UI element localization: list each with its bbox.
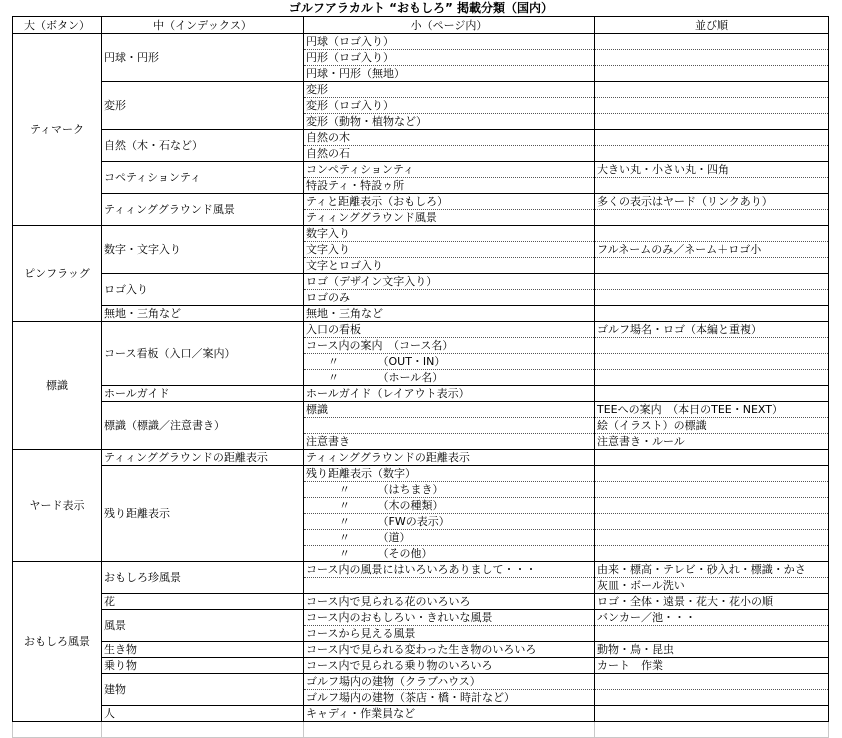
page-item-cell[interactable]: 円球（ロゴ入り） <box>304 34 595 50</box>
order-cell[interactable] <box>595 226 829 242</box>
page-item-cell[interactable]: コース内で見られる花のいろいろ <box>304 594 595 610</box>
index-cell[interactable]: ティィンググラウンドの距離表示 <box>102 450 304 466</box>
table-row <box>13 594 829 610</box>
page-item-cell[interactable]: 〃 （その他） <box>304 546 595 562</box>
table-body <box>13 34 829 738</box>
index-cell[interactable]: 円球・円形 <box>102 34 304 82</box>
page-item-cell[interactable] <box>304 418 595 434</box>
index-cell[interactable]: 残り距離表示 <box>102 466 304 562</box>
page-item-cell[interactable]: 〃 （OUT・IN） <box>304 354 595 370</box>
index-cell[interactable]: ロゴ入り <box>102 274 304 306</box>
order-cell[interactable] <box>595 386 829 402</box>
order-cell[interactable] <box>595 354 829 370</box>
page-item-cell[interactable]: 自然の石 <box>304 146 595 162</box>
empty-cell[interactable] <box>304 722 595 738</box>
page-item-cell[interactable]: 数字入り <box>304 226 595 242</box>
order-cell[interactable] <box>595 482 829 498</box>
order-cell[interactable] <box>595 674 829 690</box>
index-cell[interactable]: 建物 <box>102 674 304 706</box>
page-item-cell[interactable]: コース内で見られる変わった生き物のいろいろ <box>304 642 595 658</box>
table-row <box>13 162 829 178</box>
index-cell[interactable]: 無地・三角など <box>102 306 304 322</box>
index-cell[interactable]: 自然（木・石など） <box>102 130 304 162</box>
category-cell[interactable]: ティマーク <box>13 34 102 226</box>
page-item-cell[interactable]: ゴルフ場内の建物（クラブハウス） <box>304 674 595 690</box>
page-item-cell[interactable]: ティィンググラウンド風景 <box>304 210 595 226</box>
index-cell[interactable]: ホールガイド <box>102 386 304 402</box>
page-item-cell[interactable]: 入口の看板 <box>304 322 595 338</box>
table-row <box>13 706 829 722</box>
order-cell[interactable] <box>595 546 829 562</box>
order-cell[interactable] <box>595 498 829 514</box>
header-large[interactable]: 大（ボタン） <box>13 17 102 34</box>
page-item-cell[interactable]: 自然の木 <box>304 130 595 146</box>
order-cell[interactable] <box>595 706 829 722</box>
index-cell[interactable]: 乗り物 <box>102 658 304 674</box>
table-row <box>13 82 829 98</box>
page-item-cell[interactable]: 注意書き <box>304 434 595 450</box>
index-cell[interactable]: 変形 <box>102 82 304 130</box>
order-cell[interactable] <box>595 466 829 482</box>
page-item-cell[interactable]: コース内で見られる乗り物のいろいろ <box>304 658 595 674</box>
page-item-cell[interactable]: 〃 （FWの表示） <box>304 514 595 530</box>
order-cell[interactable] <box>595 146 829 162</box>
table-row <box>13 402 829 418</box>
order-cell[interactable] <box>595 290 829 306</box>
category-cell[interactable]: ピンフラッグ <box>13 226 102 322</box>
order-cell[interactable]: 動物・鳥・昆虫 <box>595 642 829 658</box>
table-row <box>13 466 829 482</box>
classification-table <box>12 16 829 738</box>
order-cell[interactable]: 灰皿・ボール洗い <box>595 578 829 594</box>
index-cell[interactable]: 生き物 <box>102 642 304 658</box>
page-item-cell[interactable]: 〃 （はちまき） <box>304 482 595 498</box>
table-row <box>13 658 829 674</box>
order-cell[interactable]: TEEへの案内 （本日のTEE・NEXT） <box>595 402 829 418</box>
header-row <box>13 17 829 34</box>
page-item-cell[interactable]: コース内の風景にはいろいろありまして・・・ <box>304 562 595 578</box>
table-row <box>13 130 829 146</box>
page-item-cell[interactable]: 円球・円形（無地） <box>304 66 595 82</box>
order-cell[interactable] <box>595 114 829 130</box>
order-cell[interactable]: 由来・標高・テレビ・砂入れ・標識・かさ <box>595 562 829 578</box>
index-cell[interactable]: 数字・文字入り <box>102 226 304 274</box>
page-item-cell[interactable]: 〃 （木の種類） <box>304 498 595 514</box>
order-cell[interactable]: 絵（イラスト）の標識 <box>595 418 829 434</box>
order-cell[interactable] <box>595 450 829 466</box>
page-item-cell[interactable]: 文字入り <box>304 242 595 258</box>
empty-cell[interactable] <box>102 722 304 738</box>
order-cell[interactable] <box>595 514 829 530</box>
sheet-title: ゴルフアラカルト “おもしろ” 掲載分類（国内） <box>288 1 554 15</box>
table-row <box>13 306 829 322</box>
table-row <box>13 674 829 690</box>
empty-row <box>13 722 829 738</box>
table-row <box>13 642 829 658</box>
page-item-cell[interactable]: 残り距離表示（数字） <box>304 466 595 482</box>
category-cell[interactable]: 標識 <box>13 322 102 450</box>
order-cell[interactable]: バンカー／池・・・ <box>595 610 829 626</box>
page-item-cell[interactable]: 変形 <box>304 82 595 98</box>
table-row <box>13 322 829 338</box>
order-cell[interactable] <box>595 50 829 66</box>
index-cell[interactable]: コペティションティ <box>102 162 304 194</box>
order-cell[interactable] <box>595 626 829 642</box>
order-cell[interactable] <box>595 338 829 354</box>
empty-cell[interactable] <box>595 722 829 738</box>
order-cell[interactable] <box>595 530 829 546</box>
page-item-cell[interactable] <box>304 578 595 594</box>
page-item-cell[interactable]: 〃 （ホール名） <box>304 370 595 386</box>
table-row <box>13 226 829 242</box>
order-cell[interactable] <box>595 34 829 50</box>
order-cell[interactable] <box>595 98 829 114</box>
empty-cell[interactable] <box>13 722 102 738</box>
order-cell[interactable] <box>595 178 829 194</box>
order-cell[interactable] <box>595 258 829 274</box>
header-order[interactable]: 並び順 <box>595 17 829 34</box>
page-item-cell[interactable]: コンペティションティ <box>304 162 595 178</box>
page-item-cell[interactable]: 文字とロゴ入り <box>304 258 595 274</box>
order-cell[interactable]: 注意書き・ルール <box>595 434 829 450</box>
header-small[interactable]: 小（ページ内） <box>304 17 595 34</box>
page-item-cell[interactable]: ロゴのみ <box>304 290 595 306</box>
order-cell[interactable] <box>595 690 829 706</box>
order-cell[interactable] <box>595 306 829 322</box>
index-cell[interactable]: コース看板（入口／案内） <box>102 322 304 386</box>
table-row <box>13 274 829 290</box>
category-cell[interactable]: おもしろ風景 <box>13 562 102 722</box>
order-cell[interactable] <box>595 66 829 82</box>
table-row <box>13 562 829 578</box>
index-cell[interactable]: 花 <box>102 594 304 610</box>
table-row <box>13 194 829 210</box>
page-item-cell[interactable]: 標識 <box>304 402 595 418</box>
page-item-cell[interactable]: 変形（動物・植物など） <box>304 114 595 130</box>
order-cell[interactable] <box>595 130 829 146</box>
table-row <box>13 386 829 402</box>
table-row <box>13 610 829 626</box>
index-cell[interactable]: 風景 <box>102 610 304 642</box>
order-cell[interactable]: ゴルフ場名・ロゴ（本編と重複） <box>595 322 829 338</box>
table-row <box>13 450 829 466</box>
order-cell[interactable] <box>595 274 829 290</box>
page-item-cell[interactable]: ティィンググラウンドの距離表示 <box>304 450 595 466</box>
table-row <box>13 34 829 50</box>
page-item-cell[interactable]: コース内の案内 （コース名） <box>304 338 595 354</box>
page-item-cell[interactable]: 円形（ロゴ入り） <box>304 50 595 66</box>
index-cell[interactable]: おもしろ珍風景 <box>102 562 304 594</box>
page-item-cell[interactable]: ロゴ（デザイン文字入り） <box>304 274 595 290</box>
page-item-cell[interactable]: 無地・三角など <box>304 306 595 322</box>
page-item-cell[interactable]: コースから見える風景 <box>304 626 595 642</box>
index-cell[interactable]: 標識（標識／注意書き） <box>102 402 304 450</box>
index-cell[interactable]: 人 <box>102 706 304 722</box>
order-cell[interactable] <box>595 370 829 386</box>
order-cell[interactable]: カート 作業 <box>595 658 829 674</box>
page-item-cell[interactable]: ゴルフ場内の建物（茶店・橋・時計など） <box>304 690 595 706</box>
category-cell[interactable]: ヤード表示 <box>13 450 102 562</box>
page-item-cell[interactable]: ホールガイド（レイアウト表示） <box>304 386 595 402</box>
order-cell[interactable] <box>595 210 829 226</box>
header-middle[interactable]: 中（インデックス） <box>102 17 304 34</box>
order-cell[interactable]: 大きい丸・小さい丸・四角 <box>595 162 829 178</box>
order-cell[interactable] <box>595 82 829 98</box>
page-item-cell[interactable]: 〃 （道） <box>304 530 595 546</box>
page-item-cell[interactable]: 変形（ロゴ入り） <box>304 98 595 114</box>
order-cell[interactable]: ロゴ・全体・遠景・花大・花小の順 <box>595 594 829 610</box>
page-item-cell[interactable]: ティと距離表示（おもしろ） <box>304 194 595 210</box>
index-cell[interactable]: ティィンググラウンド風景 <box>102 194 304 226</box>
order-cell[interactable]: 多くの表示はヤード（リンクあり） <box>595 194 829 210</box>
order-cell[interactable]: フルネームのみ／ネーム＋ロゴ小 <box>595 242 829 258</box>
page-item-cell[interactable]: 特設ティ・特設ゥ所 <box>304 178 595 194</box>
page-item-cell[interactable]: コース内のおもしろい・きれいな風景 <box>304 610 595 626</box>
page-item-cell[interactable]: キャディ・作業員など <box>304 706 595 722</box>
